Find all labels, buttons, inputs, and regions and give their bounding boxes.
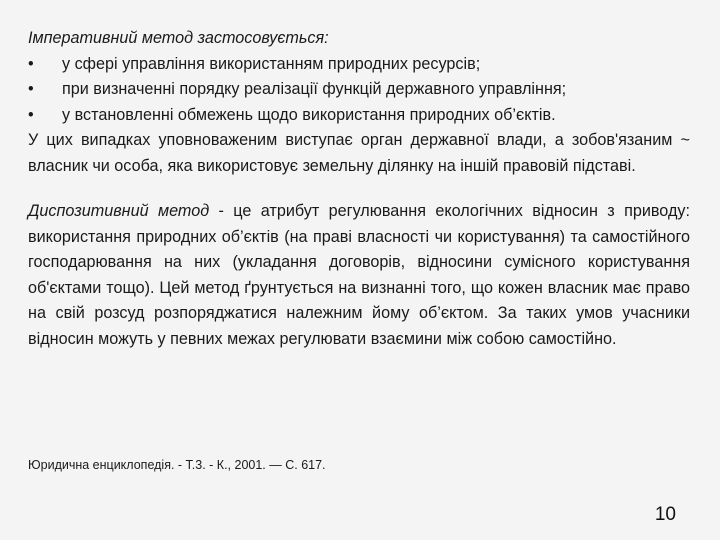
citation: Юридична енциклопедія. - Т.3. - К., 2001. — С. 617. — [28, 458, 326, 472]
term-dispositive-method: Диспозитивний метод — [28, 202, 210, 220]
list-item — [28, 52, 690, 78]
bullet-icon: • — [28, 105, 34, 124]
list-item-text: при визначенні порядку реалізації функцій державного управління; — [62, 80, 567, 98]
list-item — [28, 77, 690, 103]
list-item-text: у сфері управління використанням природних ресурсів; — [62, 54, 481, 73]
page-number: 10 — [654, 504, 676, 525]
section-heading: Імперативний метод застосовується: — [28, 29, 329, 47]
list-item — [28, 103, 690, 129]
bullet-list — [28, 52, 690, 129]
bullet-icon: • — [28, 80, 34, 98]
list-item-text: у встановленні обмежень щодо використання природних об’єктів. — [62, 105, 556, 124]
paragraph-dispositive-method — [28, 199, 690, 352]
bullet-icon: • — [28, 54, 34, 73]
slide-content — [28, 26, 690, 352]
paragraph-imperative-context: У цих випадках уповноваженим виступає орган державної влади, а зобов'язаним ~ власник чи особа, яка використовує земельну ділянку на іншій правовій підставі. — [28, 131, 690, 175]
paragraph-dispositive-text: - це атрибут регулювання екологічних відносин з приводу: використання природних об’єктів (на праві власності чи користування) та самостійного господарювання на них (укладання договорів, відносини сумісного користування об'єктами тощо). Цей метод ґрунтується на визнанні того, що кожен власник має право на свій розсуд розпоряджатися належним йому об’єктом. За таких умов учасники відносин можуть у певних межах регулювати взаємини між собою самостійно. — [28, 202, 690, 348]
spacer — [28, 179, 690, 199]
